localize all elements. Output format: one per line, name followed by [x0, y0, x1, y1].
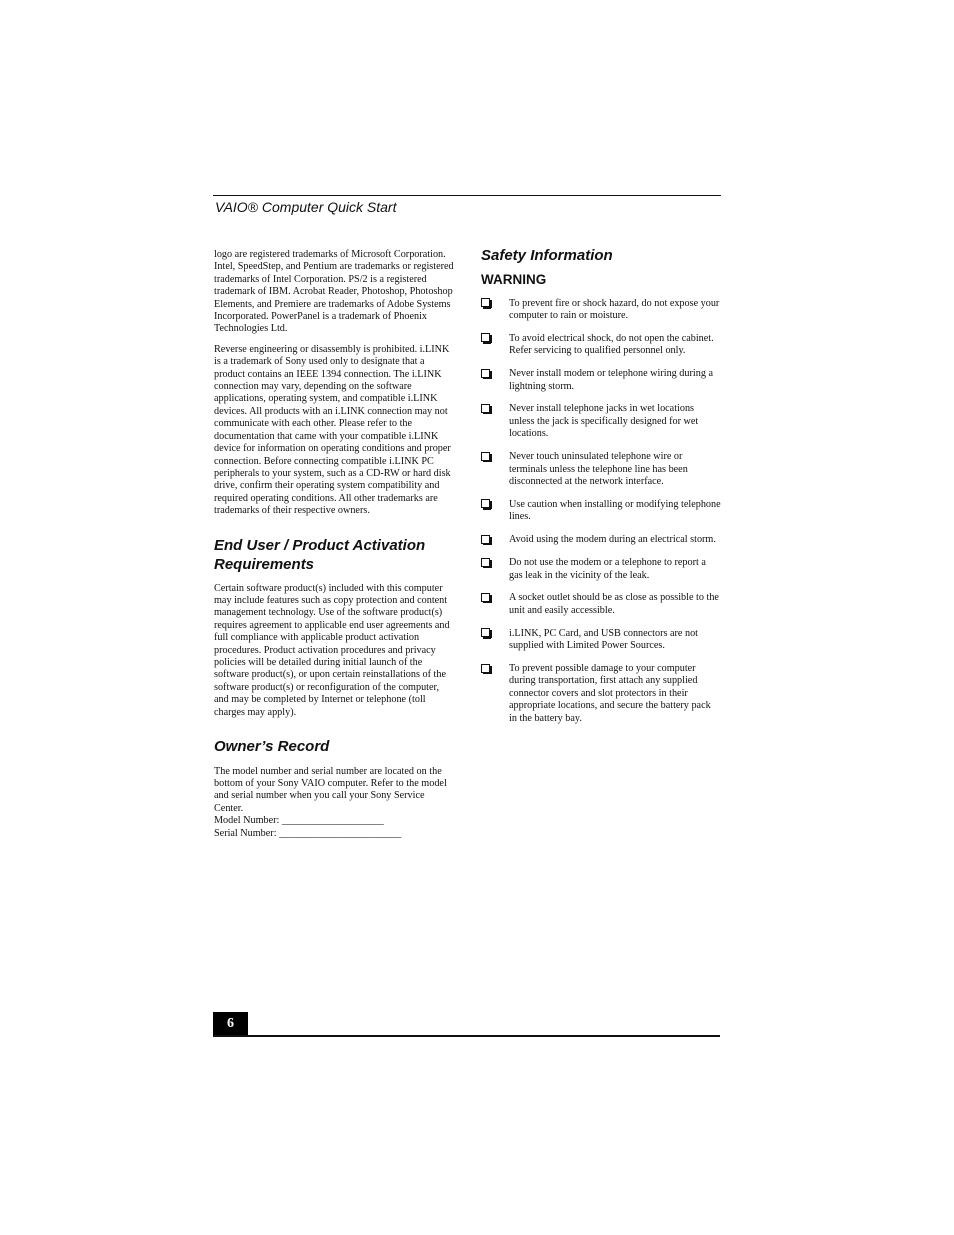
bullet-text: Never install modem or telephone wiring during a lightning storm.: [509, 368, 713, 392]
list-item: [481, 333, 721, 358]
end-user-heading-line2: Requirements: [214, 556, 315, 574]
checkbox-bullet-icon: [481, 369, 490, 378]
end-user-body: Certain software product(s) included with this computer may include features such as copy protection and content management technology. Use of the software product(s) requires agreement to applicable end user agreements and full compliance with applicable product activation procedures. Product activation procedures and privacy policies will be detailed during initial launch of the software product(s), or upon certain reinstallations of the software product(s) or reconfiguration of the computer, and may be completed by Internet or telephone (toll charges may apply).: [214, 582, 450, 718]
bullet-text: To prevent possible damage to your computer during transportation, first attach any supplied connector covers and slot protectors in their appropriate locations, and secure the battery pack in the battery bay.: [509, 663, 711, 724]
header-rule: [213, 195, 721, 196]
bullet-text: Use caution when installing or modifying telephone lines.: [509, 498, 721, 523]
trademark-paragraph: logo are registered trademarks of Microsoft Corporation. Intel, SpeedStep, and Pentium are trademarks or registered trademarks of Intel Corporation. PS/2 is a registered trademark of IBM. Acrobat Reader, Photoshop, Photoshop Elements, and Premiere are trademarks of Adobe Systems Incorporated. PowerPanel is a trademark of Phoenix Technologies Ltd.: [214, 249, 454, 335]
running-title: VAIO® Computer Quick Start: [215, 199, 397, 215]
bullet-text: To avoid electrical shock, do not open the cabinet. Refer servicing to qualified personnel only.: [509, 332, 714, 357]
left-column: [214, 249, 454, 840]
checkbox-bullet-icon: [481, 558, 490, 567]
model-number-line: Model Number: ____________________: [214, 815, 384, 827]
checkbox-bullet-icon: [481, 404, 490, 413]
end-user-heading-line1: End User / Product Activation: [214, 536, 426, 554]
safety-heading: Safety Information: [481, 247, 613, 264]
owners-record-body: [214, 766, 454, 840]
checkbox-bullet-icon: [481, 333, 490, 342]
list-item: [481, 663, 721, 725]
owners-record-text: The model number and serial number are located on the bottom of your Sony VAIO computer. Refer to the model and serial number when you call your Sony Service Center.: [214, 765, 447, 814]
checkbox-bullet-icon: [481, 664, 490, 673]
safety-list: [481, 298, 721, 726]
list-item: [481, 499, 721, 524]
checkbox-bullet-icon: [481, 499, 490, 508]
bullet-text: To prevent fire or shock hazard, do not expose your computer to rain or moisture.: [509, 297, 720, 321]
end-user-heading: [214, 536, 454, 575]
list-item: [481, 403, 721, 440]
bullet-text: Never install telephone jacks in wet locations unless the jack is specifically designed for wet locations.: [509, 403, 699, 440]
bullet-text: A socket outlet should be as close as possible to the unit and easily accessible.: [509, 592, 719, 616]
list-item: [481, 368, 721, 393]
list-item: [481, 534, 721, 546]
bullet-text: Never touch uninsulated telephone wire or terminals unless the telephone line has been disconnected at the network interface.: [509, 451, 688, 487]
warning-label: WARNING: [481, 271, 547, 287]
checkbox-bullet-icon: [481, 535, 490, 544]
right-column: [481, 246, 721, 736]
list-item: [481, 451, 721, 488]
bullet-text: Do not use the modem or a telephone to report a gas leak in the vicinity of the leak.: [509, 557, 706, 581]
list-item: [481, 628, 721, 653]
checkbox-bullet-icon: [481, 452, 490, 461]
bullet-text: Avoid using the modem during an electrical storm.: [509, 534, 716, 546]
list-item: [481, 557, 721, 582]
serial-number-line: Serial Number: ________________________: [214, 827, 402, 839]
checkbox-bullet-icon: [481, 298, 490, 307]
list-item: [481, 592, 721, 617]
bullet-text: i.LINK, PC Card, and USB connectors are not supplied with Limited Power Sources.: [509, 627, 699, 652]
checkbox-bullet-icon: [481, 593, 490, 602]
owners-record-heading: Owner’s Record: [214, 738, 330, 755]
page-number: 6: [213, 1012, 248, 1036]
checkbox-bullet-icon: [481, 628, 490, 637]
list-item: [481, 298, 721, 323]
footer-rule: [213, 1035, 720, 1037]
ilink-paragraph: Reverse engineering or disassembly is prohibited. i.LINK is a trademark of Sony used only to designate that a product contains an IEEE 1394 connection. The i.LINK connection may vary, depending on the software applications, operating system, and compatible i.LINK devices. All products with an i.LINK connection may not communicate with each other. Please refer to the documentation that came with your compatible i.LINK device for information on operating conditions and proper connection. Before connecting compatible i.LINK PC peripherals to your system, such as a CD-RW or hard disk drive, confirm their operating system compatibility and required operating conditions. All other trademarks are trademarks of their respective owners.: [214, 343, 451, 517]
